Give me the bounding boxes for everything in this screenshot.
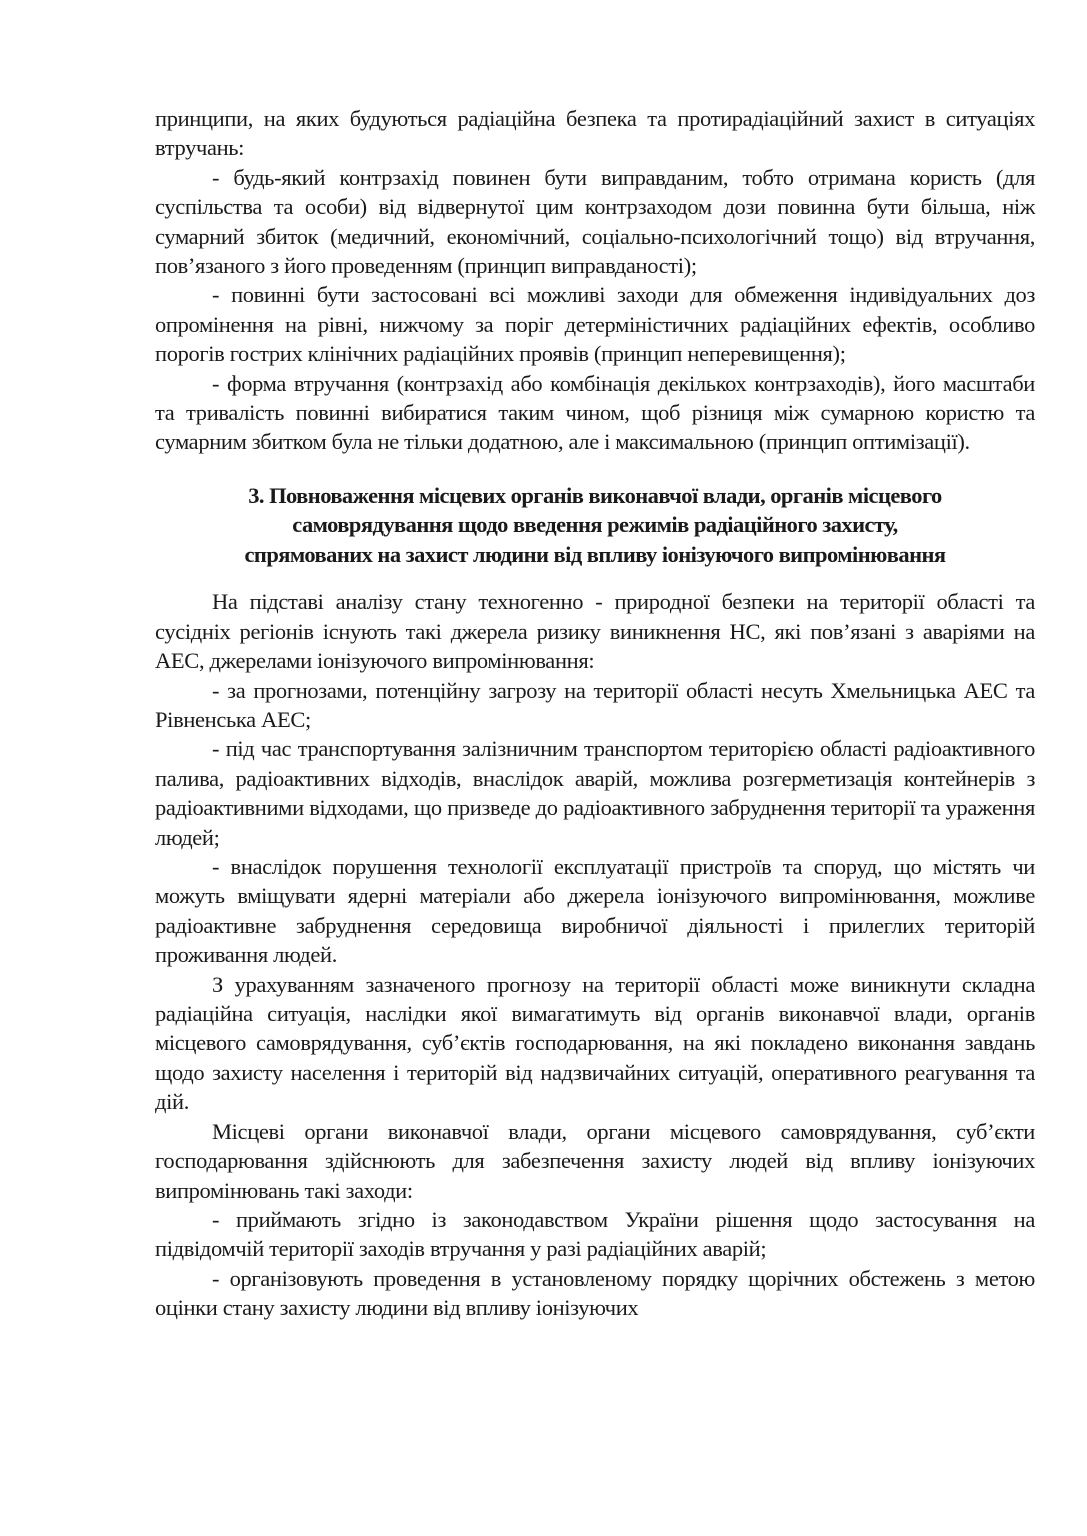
risk-intro-paragraph: На підставі аналізу стану техногенно - природної безпеки на території області та сусідніх регіонів існують такі джерела ризику виникнення НС, які пов’язані з аваріями на АЕС, джерелами іонізуючого випромінювання: [155, 589, 1035, 674]
risk-item-technology: - внаслідок порушення технології експлуатації пристроїв та споруд, що містять чи можуть вміщувати ядерні матеріали або джерела іонізуючого випромінювання, можливе радіоактивне забруднення середовища виробничої діяльності і прилеглих територій проживання людей. [155, 854, 1035, 968]
section-heading-line-2: самоврядування щодо введення режимів радіаційного захисту, [292, 512, 898, 538]
section-heading-line-3: спрямованих на захист людини від впливу іонізуючого випромінювання [244, 541, 946, 567]
measures-intro-paragraph: Місцеві органи виконавчої влади, органи місцевого самоврядування, суб’єкти господарювання здійснюють для забезпечення захисту людей від впливу іонізуючих випромінювань такі заходи: [155, 1118, 1035, 1203]
risk-item-transport: - під час транспортування залізничним транспортом територією області радіоактивного палива, радіоактивних відходів, внаслідок аварій, можлива розгерметизація контейнерів з радіоактивними відходами, що призведе до радіоактивного забруднення території та ураження людей; [155, 736, 1035, 850]
measure-item-surveys: - організовують проведення в установленому порядку щорічних обстежень з метою оцінки стану захисту людини від впливу іонізуючих [155, 1265, 1035, 1321]
intro-paragraph: принципи, на яких будуються радіаційна безпека та протирадіаційний захист в ситуаціях втручань: [155, 106, 1035, 161]
forecast-paragraph: З урахуванням зазначеного прогнозу на території області може виникнути складна радіаційна ситуація, наслідки якої вимагатимуть від органів виконавчої влади, органів місцевого самоврядування, суб’єктів господарювання, на які покладено виконання завдань щодо захисту населення і територій від надзвичайних ситуацій, оперативного реагування та дій. [155, 971, 1035, 1115]
principle-justification: - будь-який контрзахід повинен бути виправданим, тобто отримана користь (для суспільства та особи) від відвернутої цим контрзаходом дози повинна бути більша, ніж сумарний збиток (медичний, економічний, соціально-психологічний тощо) від втручання, пов’язаного з його проведенням (принцип виправданості); [155, 164, 1035, 279]
principle-non-exceedance: - повинні бути застосовані всі можливі заходи для обмеження індивідуальних доз опромінення на рівні, нижчому за поріг детерміністичних радіаційних ефектів, особливо порогів гострих клінічних радіаційних проявів (принцип неперевищення); [155, 282, 1035, 367]
section-heading-line-1: 3. Повноваження місцевих органів виконавчої влади, органів місцевого [248, 482, 942, 508]
measure-item-decisions: - приймають згідно із законодавством України рішення щодо застосування на підвідомчій території заходів втручання у разі радіаційних аварій; [155, 1206, 1035, 1262]
risk-item-npp: - за прогнозами, потенційну загрозу на території області несуть Хмельницька АЕС та Рівненська АЕС; [155, 677, 1035, 732]
document-page [155, 104, 1035, 1323]
principle-optimization: - форма втручання (контрзахід або комбінація декількох контрзаходів), його масштаби та тривалість повинні вибиратися таким чином, щоб різниця між сумарною користю та сумарним збитком була не тільки додатною, але і максимальною (принцип оптимізації). [155, 370, 1035, 455]
section-heading [155, 481, 1035, 570]
